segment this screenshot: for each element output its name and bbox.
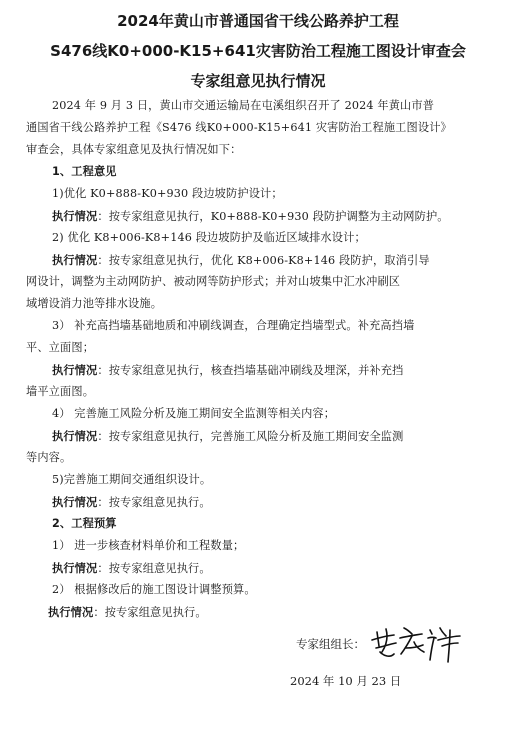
s2-item-2-text: 2） 根据修改后的施工图设计调整预算。	[52, 583, 256, 596]
section-2-heading: 2、工程预算	[52, 517, 117, 530]
s1-item-3-exec-line-2: 墙平立面图。	[26, 385, 95, 398]
document-title-line-2: S476线K0+000-K15+641灾害防治工程施工图设计审查会	[50, 42, 466, 60]
exec-text: ：按专家组意见执行，优化 K8+006-K8+146 段防护，取消引导	[97, 254, 430, 267]
section-1-heading: 1、工程意见	[52, 165, 117, 178]
s1-item-4-exec-line-2: 等内容。	[26, 451, 72, 464]
exec-text: ：按专家组意见执行。	[93, 606, 207, 619]
exec-text: ：按专家组意见执行，完善施工风险分析及施工期间安全监测	[97, 430, 404, 443]
s1-item-5-exec	[52, 495, 211, 510]
intro-line-3: 审查会，具体专家组意见及执行情况如下：	[26, 143, 242, 156]
s1-item-2-exec	[52, 253, 430, 268]
exec-label: 执行情况	[52, 561, 98, 575]
exec-label: 执行情况	[52, 495, 98, 509]
s1-item-3-text-line-2: 平、立面图；	[26, 341, 95, 354]
handwritten-signature	[368, 614, 464, 664]
exec-label: 执行情况	[52, 363, 98, 377]
intro-line-2: 通国省干线公路养护工程《S476 线K0+000-K15+641 灾害防治工程施工图设计》	[26, 121, 452, 134]
s1-item-3-text: 3） 补充高挡墙基础地质和冲刷线调查，合理确定挡墙型式。补充高挡墙	[52, 319, 415, 332]
s1-item-2-exec-line-3: 域增设消力池等排水设施。	[26, 297, 163, 310]
s1-item-2-exec-line-2: 网设计，调整为主动网防护、被动网等防护形式；并对山坡集中汇水冲刷区	[26, 275, 401, 288]
exec-text: ：按专家组意见执行。	[97, 496, 211, 509]
s1-item-4-text: 4） 完善施工风险分析及施工期间安全监测等相关内容；	[52, 407, 336, 420]
exec-label: 执行情况	[52, 253, 98, 267]
s2-item-2-exec	[48, 605, 207, 620]
s2-item-1-exec	[52, 561, 211, 576]
signature-date: 2024 年 10 月 23 日	[290, 674, 402, 688]
s1-item-3-exec	[52, 363, 403, 378]
s1-item-1-exec	[52, 209, 449, 224]
signature-label: 专家组组长：	[296, 637, 365, 651]
intro-line-1: 2024 年 9 月 3 日，黄山市交通运输局在屯溪组织召开了 2024 年黄山市普	[52, 99, 435, 112]
s1-item-1-text: 1)优化 K0+888-K0+930 段边坡防护设计；	[52, 187, 283, 200]
exec-text: ：按专家组意见执行。	[97, 562, 211, 575]
exec-text: ：按专家组意见执行，核查挡墙基础冲刷线及埋深，并补充挡	[97, 364, 404, 377]
document-title-line-1: 2024年黄山市普通国省干线公路养护工程	[117, 12, 399, 30]
exec-text: ：按专家组意见执行，K0+888-K0+930 段防护调整为主动网防护。	[97, 210, 449, 223]
exec-label: 执行情况	[52, 429, 98, 443]
document-title-line-3: 专家组意见执行情况	[190, 72, 326, 90]
exec-label: 执行情况	[48, 605, 94, 619]
s1-item-2-text: 2) 优化 K8+006-K8+146 段边坡防护及临近区域排水设计；	[52, 231, 366, 244]
s2-item-1-text: 1） 进一步核查材料单价和工程数量；	[52, 539, 245, 552]
s1-item-5-text: 5)完善施工期间交通组织设计。	[52, 473, 212, 486]
exec-label: 执行情况	[52, 209, 98, 223]
s1-item-4-exec	[52, 429, 403, 444]
